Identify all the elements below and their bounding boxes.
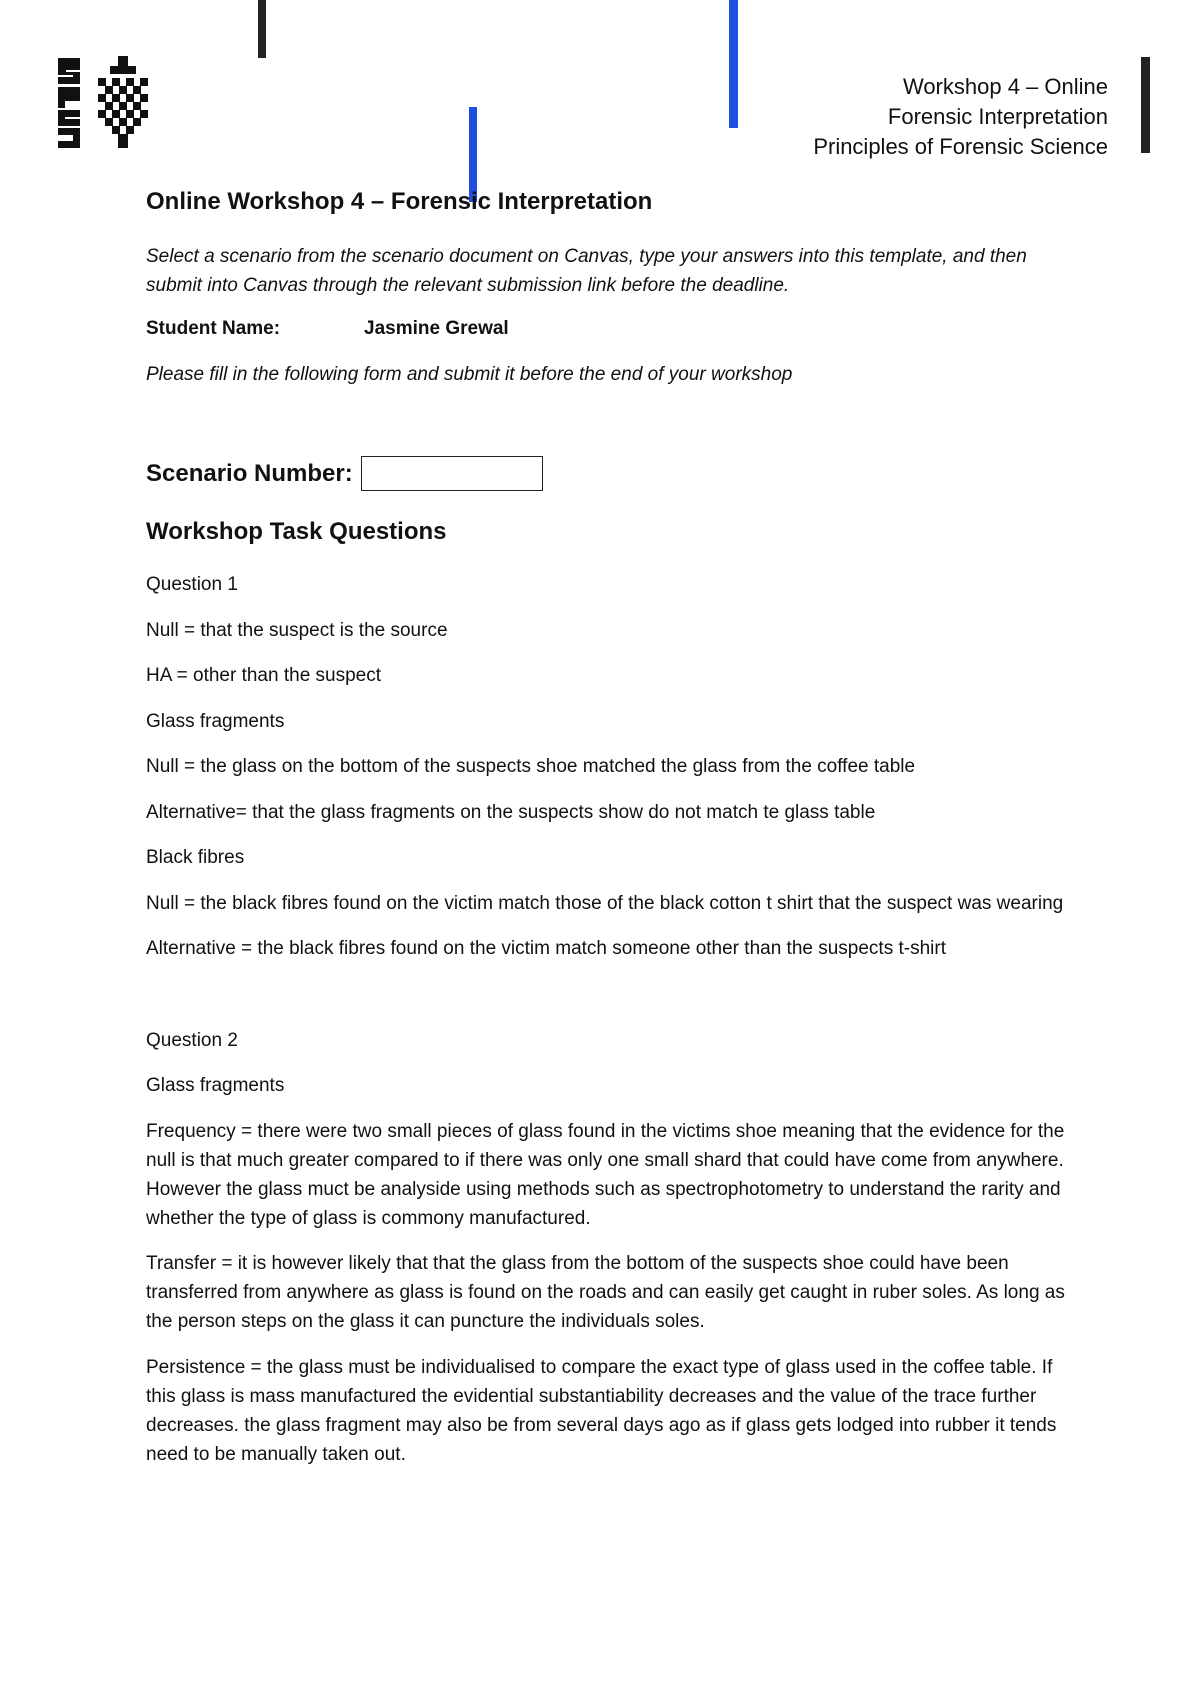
student-name-label: Student Name: — [146, 318, 281, 339]
scenario-number-label: Scenario Number: — [146, 459, 353, 487]
document-header — [813, 72, 1108, 162]
answer-paragraph: Transfer = it is however likely that that the glass from the bottom of the suspects shoe could have been transferred from anywhere as glass is found on the roads and can easily get caught in ruber soles. As long as the person steps on the glass it can puncture the individuals soles. — [146, 1253, 1065, 1332]
answer-paragraph: Persistence = the glass must be individualised to compare the exact type of glass used in the coffee table. If this glass is mass manufactured the evidential substantiability decreases and the value of the trace further decreases. the glass fragment may also be from several days ago as if glass gets lodged into rubber it tends need to be manually taken out. — [146, 1356, 1057, 1465]
question-heading: Question 1 — [146, 574, 238, 595]
answer-paragraph: Null = the black fibres found on the victim match those of the black cotton t shirt that the suspect was wearing — [146, 892, 1064, 914]
student-name-value: Jasmine Grewal — [364, 318, 509, 339]
question-heading: Question 2 — [146, 1029, 238, 1051]
uts-logo-icon — [56, 56, 166, 156]
answer-paragraph: Alternative = the black fibres found on the victim match someone other than the suspects t-shirt — [146, 938, 946, 959]
accent-bar — [258, 0, 266, 58]
accent-bar — [1141, 57, 1150, 153]
scenario-row — [146, 456, 1076, 491]
page-title: Online Workshop 4 – Forensic Interpretation — [146, 188, 653, 215]
answer-paragraph: Alternative= that the glass fragments on the suspects show do not match te glass table — [146, 801, 876, 823]
answer-paragraph: Glass fragments — [146, 710, 285, 732]
scenario-number-field[interactable] — [361, 456, 543, 491]
answer-paragraph: Frequency = there were two small pieces of glass found in the victims shoe meaning that the evidence for the null is that much greater compared to if there was only one small shard that could have come from anywhere. However the glass muct be analyside using methods such as spectrophotometry to understand the rarity and whether the type of glass is commony manufactured. — [146, 1120, 1065, 1229]
header-topic: Forensic Interpretation — [887, 104, 1108, 129]
student-row — [146, 318, 1076, 340]
answer-paragraph: Black fibres — [146, 847, 245, 868]
answer-paragraph: HA = other than the suspect — [146, 665, 382, 686]
answer-paragraph: Glass fragments — [146, 1075, 285, 1096]
header-workshop: Workshop 4 – Online — [902, 74, 1108, 99]
section-title: Workshop Task Questions — [146, 518, 447, 545]
answer-paragraph: Null = that the suspect is the source — [146, 619, 448, 641]
header-subject: Principles of Forensic Science — [813, 134, 1108, 159]
answer-paragraph: Null = the glass on the bottom of the suspects shoe matched the glass from the coffee table — [146, 756, 916, 777]
answers-body — [146, 570, 1076, 1485]
fill-instruction: Please fill in the following form and submit it before the end of your workshop — [146, 364, 793, 385]
spacer — [146, 980, 1076, 1026]
intro-text: Select a scenario from the scenario document on Canvas, type your answers into this template, and then submit into Canvas through the relevant submission link before the deadline. — [146, 246, 1027, 296]
accent-bar — [729, 0, 738, 128]
